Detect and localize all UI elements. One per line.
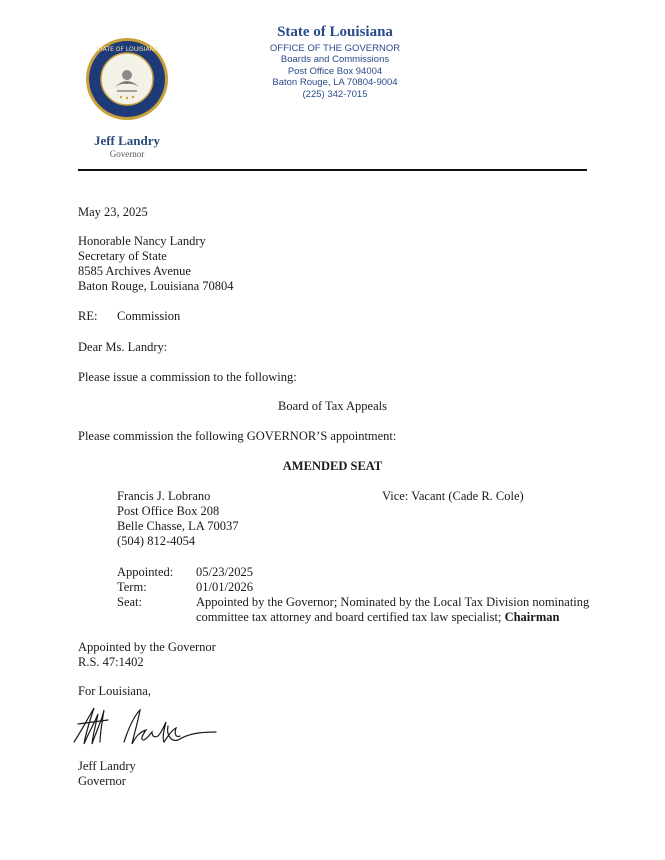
- appointee-line: Belle Chasse, LA 70037: [117, 519, 239, 533]
- seat-chairman: Chairman: [504, 610, 560, 624]
- term-label: Term:: [117, 580, 147, 594]
- phone-line: (225) 342-7015: [302, 88, 368, 100]
- letterhead-header: [235, 24, 435, 100]
- term-value: 01/01/2026: [196, 580, 253, 594]
- recipient-block: [78, 234, 234, 294]
- state-name: State of Louisiana: [277, 24, 393, 40]
- appointee-line: Post Office Box 208: [117, 504, 220, 518]
- appointed-value: 05/23/2025: [196, 565, 253, 579]
- po-box: Post Office Box 94004: [287, 65, 383, 77]
- re-label: RE:: [78, 309, 98, 323]
- closing: For Louisiana,: [78, 684, 151, 698]
- header-divider: [78, 169, 587, 171]
- re-value: Commission: [117, 309, 181, 323]
- governor-name: Jeff Landry: [93, 133, 161, 148]
- seat-text: committee tax attorney and board certified tax law specialist;: [196, 610, 505, 624]
- section-heading: AMENDED SEAT: [282, 459, 383, 473]
- appointee-line: (504) 812-4054: [117, 534, 196, 548]
- intro-text: Please issue a commission to the following:: [78, 370, 297, 384]
- authority-line: Appointed by the Governor: [78, 640, 216, 654]
- signer-name: Jeff Landry: [78, 759, 136, 773]
- recipient-line: 8585 Archives Avenue: [78, 264, 191, 278]
- seal-text: STATE OF LOUISIANA: [95, 46, 159, 53]
- recipient-line: Baton Rouge, Louisiana 70804: [78, 279, 234, 293]
- board-name: Board of Tax Appeals: [278, 399, 387, 413]
- seat-label: Seat:: [117, 595, 142, 609]
- appointed-label: Appointed:: [117, 565, 174, 579]
- appointee-block: [117, 489, 239, 549]
- seat-line-2: [196, 610, 559, 625]
- vice-text: Vice: Vacant (Cade R. Cole): [382, 489, 524, 503]
- seat-line: Appointed by the Governor; Nominated by the Local Tax Division nominating: [196, 595, 590, 609]
- city-line: Baton Rouge, LA 70804-9004: [272, 77, 398, 89]
- authority-line: R.S. 47:1402: [78, 655, 144, 669]
- letter-date: May 23, 2025: [78, 205, 148, 219]
- signer-title: Governor: [78, 774, 126, 788]
- signature-image: [68, 696, 223, 756]
- state-seal-icon: [85, 37, 169, 121]
- appointee-line: Francis J. Lobrano: [117, 489, 211, 503]
- office-name: OFFICE OF THE GOVERNOR: [269, 43, 401, 54]
- salutation: Dear Ms. Landry:: [78, 340, 168, 354]
- governor-title: Governor: [109, 149, 145, 159]
- authority-block: [78, 640, 216, 670]
- request-text: Please commission the following GOVERNOR’S appointment:: [78, 429, 397, 443]
- signer-block: [78, 759, 136, 789]
- division-name: Boards and Commissions: [280, 54, 390, 66]
- recipient-line: Honorable Nancy Landry: [78, 234, 206, 248]
- recipient-line: Secretary of State: [78, 249, 167, 263]
